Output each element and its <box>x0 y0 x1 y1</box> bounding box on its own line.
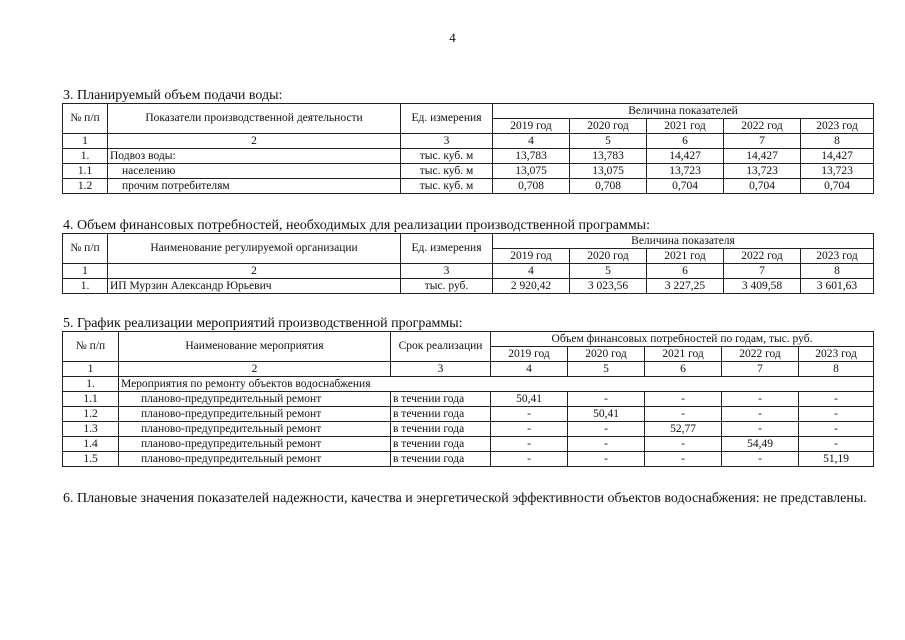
table-row <box>63 179 874 194</box>
header-num: № п/п <box>63 104 108 134</box>
row-value: 3 601,63 <box>801 279 874 294</box>
col-num: 8 <box>799 362 874 377</box>
row-num: 1.2 <box>63 407 119 422</box>
col-num: 4 <box>493 264 570 279</box>
header-name: Наименование мероприятия <box>119 332 391 362</box>
col-num: 1 <box>63 134 108 149</box>
col-num: 5 <box>568 362 645 377</box>
row-value: - <box>568 437 645 452</box>
group-name: Мероприятия по ремонту объектов водоснабжения <box>119 377 874 392</box>
row-value: 13,723 <box>647 164 724 179</box>
row-name: ИП Мурзин Александр Юрьевич <box>108 279 401 294</box>
table-row <box>63 407 874 422</box>
section-5-title: 5. График реализации мероприятий производственной программы: <box>63 316 463 331</box>
row-unit: тыс. куб. м <box>401 179 493 194</box>
header-name: Показатели производственной деятельности <box>108 104 401 134</box>
section-6-paragraph: 6. Плановые значения показателей надежности, качества и энергетической эффективности объектов водоснабжения: не представлены. <box>63 491 867 506</box>
row-name: планово-предупредительный ремонт <box>119 452 391 467</box>
row-value: 52,77 <box>645 422 722 437</box>
col-num: 1 <box>63 362 119 377</box>
header-year: 2020 год <box>570 119 647 134</box>
row-value: - <box>645 407 722 422</box>
col-num: 3 <box>401 264 493 279</box>
row-value: 0,704 <box>724 179 801 194</box>
row-num: 1.1 <box>63 164 108 179</box>
col-num: 4 <box>493 134 570 149</box>
row-value: - <box>491 437 568 452</box>
row-value: 50,41 <box>491 392 568 407</box>
row-value: 14,427 <box>724 149 801 164</box>
header-year: 2021 год <box>647 249 724 264</box>
water-supply-table <box>62 103 874 194</box>
row-value: 13,723 <box>724 164 801 179</box>
row-value: - <box>722 407 799 422</box>
row-value: 51,19 <box>799 452 874 467</box>
header-year: 2023 год <box>801 119 874 134</box>
row-value: 2 920,42 <box>493 279 570 294</box>
header-year: 2022 год <box>724 119 801 134</box>
row-value: - <box>799 437 874 452</box>
row-value: 14,427 <box>647 149 724 164</box>
row-value: - <box>722 422 799 437</box>
header-year: 2022 год <box>724 249 801 264</box>
row-value: - <box>491 452 568 467</box>
row-num: 1.5 <box>63 452 119 467</box>
col-num: 8 <box>801 134 874 149</box>
header-year: 2019 год <box>493 119 570 134</box>
header-year: 2020 год <box>568 347 645 362</box>
table-row <box>63 149 874 164</box>
row-value: 13,075 <box>570 164 647 179</box>
page-number: 4 <box>449 30 456 45</box>
row-value: 50,41 <box>568 407 645 422</box>
row-name: планово-предупредительный ремонт <box>119 392 391 407</box>
row-value: 13,075 <box>493 164 570 179</box>
row-value: 14,427 <box>801 149 874 164</box>
row-name: населению <box>108 164 401 179</box>
row-value: - <box>645 452 722 467</box>
row-term: в течении года <box>391 452 491 467</box>
table-row <box>63 452 874 467</box>
row-value: - <box>568 392 645 407</box>
row-value: - <box>568 422 645 437</box>
row-name: планово-предупредительный ремонт <box>119 437 391 452</box>
row-value: 3 023,56 <box>570 279 647 294</box>
group-row <box>63 377 874 392</box>
col-num: 3 <box>391 362 491 377</box>
header-year: 2022 год <box>722 347 799 362</box>
row-value: - <box>645 437 722 452</box>
row-value: 54,49 <box>722 437 799 452</box>
row-unit: тыс. руб. <box>401 279 493 294</box>
header-year: 2021 год <box>647 119 724 134</box>
header-num: № п/п <box>63 332 119 362</box>
table-row <box>63 279 874 294</box>
row-value: 3 409,58 <box>724 279 801 294</box>
row-value: 3 227,25 <box>647 279 724 294</box>
row-value: - <box>645 392 722 407</box>
table-row <box>63 437 874 452</box>
row-unit: тыс. куб. м <box>401 164 493 179</box>
column-number-row <box>63 264 874 279</box>
col-num: 7 <box>722 362 799 377</box>
header-value-group: Объем финансовых потребностей по годам, тыс. руб. <box>491 332 874 347</box>
col-num: 3 <box>401 134 493 149</box>
header-year: 2020 год <box>570 249 647 264</box>
row-name: планово-предупредительный ремонт <box>119 422 391 437</box>
header-unit: Ед. измерения <box>401 234 493 264</box>
row-value: 0,708 <box>570 179 647 194</box>
row-num: 1.4 <box>63 437 119 452</box>
row-term: в течении года <box>391 407 491 422</box>
header-year: 2021 год <box>645 347 722 362</box>
schedule-table <box>62 331 874 467</box>
row-value: - <box>491 407 568 422</box>
header-year: 2023 год <box>801 249 874 264</box>
section-3-title: 3. Планируемый объем подачи воды: <box>63 88 283 103</box>
row-value: 13,783 <box>493 149 570 164</box>
header-year: 2023 год <box>799 347 874 362</box>
row-term: в течении года <box>391 422 491 437</box>
row-unit: тыс. куб. м <box>401 149 493 164</box>
col-num: 2 <box>119 362 391 377</box>
row-value: 13,783 <box>570 149 647 164</box>
row-value: 0,704 <box>647 179 724 194</box>
col-num: 8 <box>801 264 874 279</box>
row-value: 0,704 <box>801 179 874 194</box>
row-term: в течении года <box>391 437 491 452</box>
row-name: планово-предупредительный ремонт <box>119 407 391 422</box>
row-num: 1.3 <box>63 422 119 437</box>
column-number-row <box>63 134 874 149</box>
row-name: прочим потребителям <box>108 179 401 194</box>
row-value: - <box>491 422 568 437</box>
row-value: 13,723 <box>801 164 874 179</box>
row-value: - <box>799 422 874 437</box>
row-name: Подвоз воды: <box>108 149 401 164</box>
col-num: 6 <box>647 134 724 149</box>
header-name: Наименование регулируемой организации <box>108 234 401 264</box>
row-value: 0,708 <box>493 179 570 194</box>
row-value: - <box>799 392 874 407</box>
col-num: 2 <box>108 134 401 149</box>
financial-needs-table <box>62 233 874 294</box>
row-value: - <box>722 452 799 467</box>
header-year: 2019 год <box>491 347 568 362</box>
col-num: 1 <box>63 264 108 279</box>
header-unit: Ед. измерения <box>401 104 493 134</box>
header-value-group: Величина показателей <box>493 104 874 119</box>
header-term: Срок реализации <box>391 332 491 362</box>
header-num: № п/п <box>63 234 108 264</box>
column-number-row <box>63 362 874 377</box>
row-num: 1.1 <box>63 392 119 407</box>
row-num: 1. <box>63 279 108 294</box>
row-num: 1.2 <box>63 179 108 194</box>
table-row <box>63 422 874 437</box>
col-num: 4 <box>491 362 568 377</box>
row-term: в течении года <box>391 392 491 407</box>
col-num: 6 <box>647 264 724 279</box>
header-value-group: Величина показателя <box>493 234 874 249</box>
col-num: 7 <box>724 134 801 149</box>
row-value: - <box>568 452 645 467</box>
section-4-title: 4. Объем финансовых потребностей, необходимых для реализации производственной программы: <box>63 218 650 233</box>
row-value: - <box>799 407 874 422</box>
col-num: 7 <box>724 264 801 279</box>
row-value: - <box>722 392 799 407</box>
col-num: 5 <box>570 134 647 149</box>
col-num: 6 <box>645 362 722 377</box>
row-num: 1. <box>63 149 108 164</box>
table-row <box>63 164 874 179</box>
group-num: 1. <box>63 377 119 392</box>
table-row <box>63 392 874 407</box>
col-num: 5 <box>570 264 647 279</box>
col-num: 2 <box>108 264 401 279</box>
header-year: 2019 год <box>493 249 570 264</box>
